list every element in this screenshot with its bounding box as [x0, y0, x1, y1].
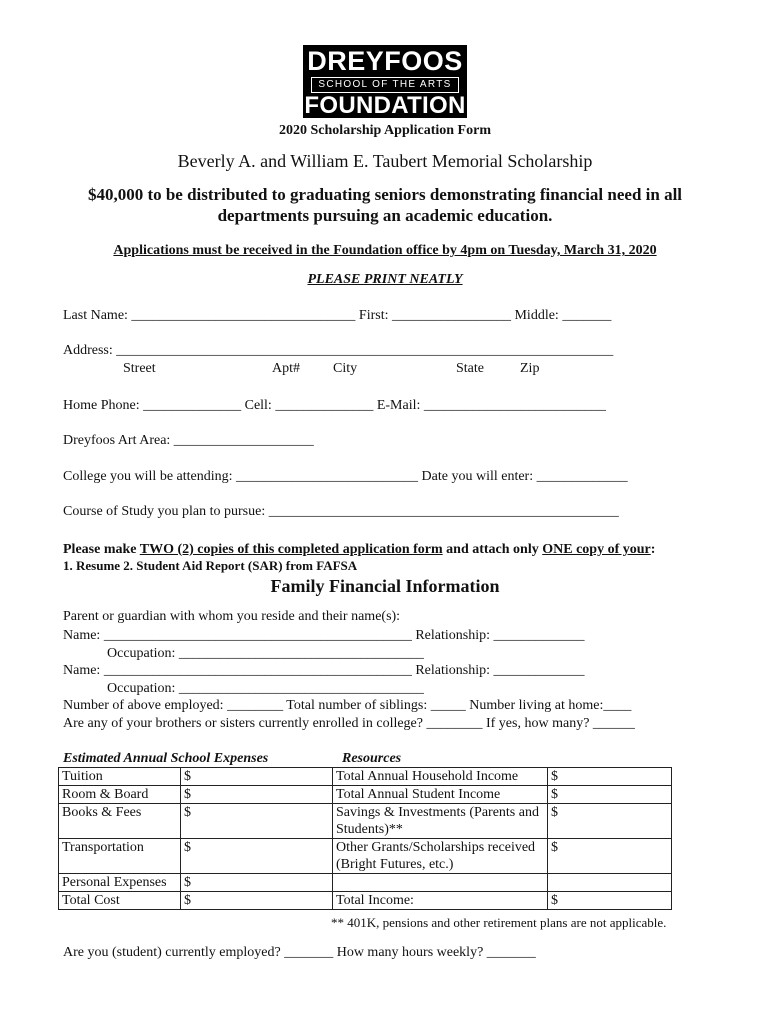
resources-heading: Resources: [342, 751, 402, 766]
expense-amount-cell[interactable]: $: [181, 804, 333, 839]
college-siblings-line[interactable]: Are any of your brothers or sisters currently enrolled in college? ________ If yes, how many? ______: [63, 716, 635, 731]
address-label-street: Street: [123, 361, 156, 376]
resource-amount-cell[interactable]: $: [548, 839, 672, 874]
course-field-line[interactable]: Course of Study you plan to pursue: __________________________________________________: [63, 504, 619, 519]
name-field-line[interactable]: Last Name: ________________________________ First: _________________ Middle: _______: [63, 308, 612, 323]
resource-amount-cell[interactable]: $: [548, 786, 672, 804]
expense-amount-cell[interactable]: $: [181, 892, 333, 910]
resource-label: [333, 874, 548, 892]
expenses-table: [58, 767, 672, 910]
resource-amount-cell[interactable]: $: [548, 892, 672, 910]
parent1-name-line[interactable]: Name: ____________________________________________ Relationship: _____________: [63, 628, 585, 643]
resource-label: Savings & Investments (Parents and Students)**: [333, 804, 548, 839]
expense-amount-cell[interactable]: $: [181, 839, 333, 874]
resource-label: Total Annual Household Income: [333, 768, 548, 786]
table-row: [59, 874, 672, 892]
expense-label: Total Cost: [59, 892, 181, 910]
college-field-line[interactable]: College you will be attending: __________________________ Date you will enter: _____________: [63, 469, 628, 484]
copies-prefix: Please make: [63, 542, 140, 557]
table-row: [59, 839, 672, 874]
address-label-zip: Zip: [520, 361, 540, 376]
attachments-list: 1. Resume 2. Student Aid Report (SAR) from FAFSA: [63, 558, 358, 573]
resource-amount-cell[interactable]: $: [548, 768, 672, 786]
family-heading: Family Financial Information: [270, 576, 500, 596]
expense-label: Personal Expenses: [59, 874, 181, 892]
copies-middle: and attach only: [442, 542, 543, 557]
expense-amount-cell[interactable]: $: [181, 786, 333, 804]
parent2-occupation-line[interactable]: Occupation: ___________________________________: [107, 681, 424, 696]
expense-label: Books & Fees: [59, 804, 181, 839]
copies-suffix: :: [650, 542, 656, 557]
amount-line-2: departments pursuing an academic education.: [217, 206, 553, 225]
amount-line-1: $40,000 to be distributed to graduating seniors demonstrating financial need in all: [87, 185, 683, 204]
parent1-occupation-line[interactable]: Occupation: ___________________________________: [107, 646, 424, 661]
table-row: [59, 786, 672, 804]
scholarship-name: Beverly A. and William E. Taubert Memorial Scholarship: [177, 151, 593, 171]
logo-line-school: SCHOOL OF THE ARTS: [311, 77, 459, 93]
resource-amount-cell[interactable]: [548, 874, 672, 892]
address-label-city: City: [333, 361, 358, 376]
table-row: [59, 768, 672, 786]
student-employment-line[interactable]: Are you (student) currently employed? _______ How many hours weekly? _______: [63, 945, 536, 960]
logo-line-foundation: FOUNDATION: [304, 92, 466, 119]
phone-field-line[interactable]: Home Phone: ______________ Cell: ______________ E-Mail: __________________________: [63, 398, 606, 413]
table-row: [59, 892, 672, 910]
resource-amount-cell[interactable]: $: [548, 804, 672, 839]
family-intro: Parent or guardian with whom you reside and their name(s):: [63, 609, 401, 624]
resource-label: Other Grants/Scholarships received (Bright Futures, etc.): [333, 839, 548, 874]
address-label-state: State: [456, 361, 484, 376]
table-row: [59, 804, 672, 839]
retirement-footnote: ** 401K, pensions and other retirement plans are not applicable.: [331, 915, 667, 930]
logo-line-dreyfoos: DREYFOOS: [307, 46, 463, 76]
foundation-logo: [303, 45, 467, 118]
expense-label: Transportation: [59, 839, 181, 874]
resource-label: Total Annual Student Income: [333, 786, 548, 804]
deadline-notice: Applications must be received in the Foundation office by 4pm on Tuesday, March 31, 2020: [113, 243, 657, 258]
resource-label: Total Income:: [333, 892, 548, 910]
expense-amount-cell[interactable]: $: [181, 874, 333, 892]
copies-notice: [63, 541, 655, 558]
copies-one: ONE copy of your: [542, 542, 651, 557]
expense-label: Tuition: [59, 768, 181, 786]
address-field-line[interactable]: Address: _______________________________________________________________________: [63, 343, 614, 358]
parent2-name-line[interactable]: Name: ____________________________________________ Relationship: _____________: [63, 663, 585, 678]
art-area-field-line[interactable]: Dreyfoos Art Area: ____________________: [63, 433, 314, 448]
expense-amount-cell[interactable]: $: [181, 768, 333, 786]
form-title: 2020 Scholarship Application Form: [279, 123, 491, 138]
expenses-heading: Estimated Annual School Expenses: [63, 751, 269, 766]
employed-siblings-line[interactable]: Number of above employed: ________ Total number of siblings: _____ Number living at home:____: [63, 698, 632, 713]
address-label-apt: Apt#: [272, 361, 300, 376]
print-neatly-notice: PLEASE PRINT NEATLY: [307, 272, 463, 287]
expense-label: Room & Board: [59, 786, 181, 804]
copies-two: TWO (2) copies of this completed application form: [139, 542, 443, 557]
